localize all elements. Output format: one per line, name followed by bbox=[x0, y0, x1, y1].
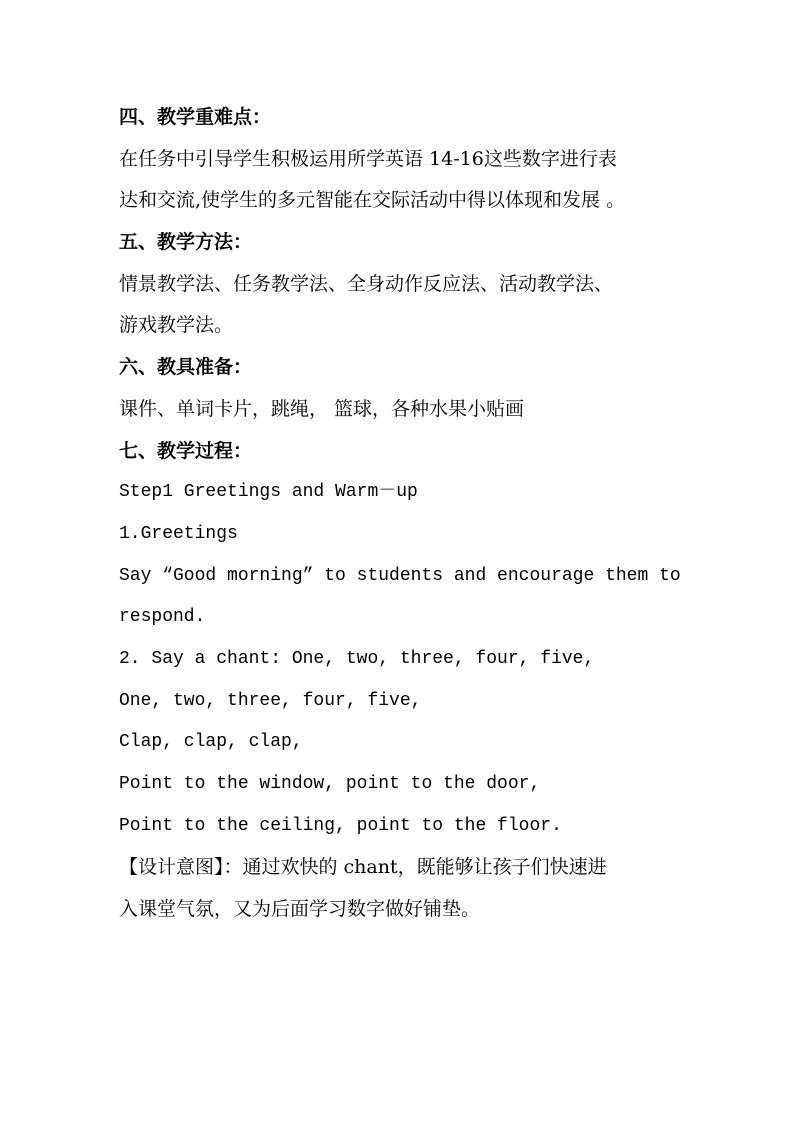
item-title: 1.Greetings bbox=[119, 523, 238, 544]
paragraph-line: 课件、单词卡片，跳绳， 篮球，各种水果小贴画 bbox=[119, 397, 525, 420]
step-title: Step1 Greetings and Warm－up bbox=[119, 482, 418, 503]
section-5-heading: 五、教学方法： bbox=[119, 231, 253, 254]
paragraph-line: 达和交流,使学生的多元智能在交际活动中得以体现和发展 。 bbox=[119, 189, 626, 212]
chant-line: 2. Say a chant: One, two, three, four, five, bbox=[119, 648, 595, 669]
paragraph-line: respond. bbox=[119, 607, 206, 628]
design-intent-line: 入课堂气氛，又为后面学习数字做好铺垫。 bbox=[119, 898, 481, 921]
chant-line: One, two, three, four, five, bbox=[119, 690, 422, 711]
paragraph-line: 在任务中引导学生积极运用所学英语 14-16这些数字进行表 bbox=[119, 147, 617, 170]
section-7-heading: 七、教学过程： bbox=[119, 439, 253, 462]
section-6-heading: 六、教具准备： bbox=[119, 356, 253, 379]
design-intent-line: 【设计意图】：通过欢快的 chant，既能够让孩子们快速进 bbox=[119, 856, 607, 879]
paragraph-line: 情景教学法、任务教学法、全身动作反应法、活动教学法、 bbox=[119, 272, 614, 295]
chant-line: Point to the window, point to the door, bbox=[119, 774, 541, 794]
paragraph-line: 游戏教学法。 bbox=[119, 314, 234, 337]
document-body bbox=[119, 97, 699, 931]
chant-line: Point to the ceiling, point to the floor. bbox=[119, 815, 562, 836]
paragraph-line: Say “Good morning” to students and encourage them to bbox=[119, 565, 681, 586]
chant-line: Clap, clap, clap, bbox=[119, 732, 303, 753]
section-4-heading: 四、教学重难点： bbox=[119, 106, 272, 128]
